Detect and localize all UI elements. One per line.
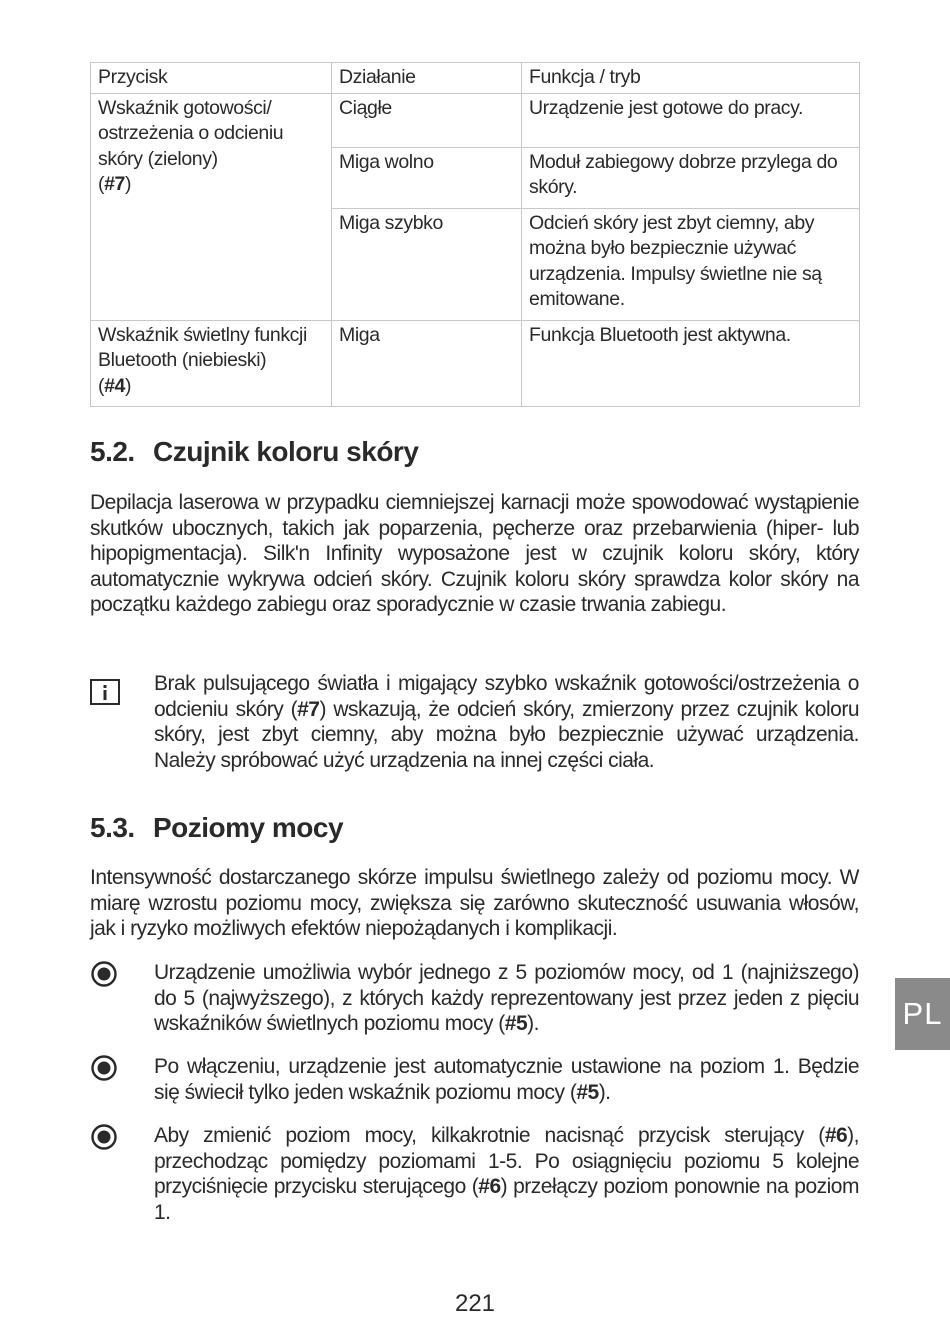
info-note: [90, 671, 859, 773]
list-item-text: Urządzenie umożliwia wybór jednego z 5 poziomów mocy, od 1 (najniższego) do 5 (najwyższego), z których każdy reprezentowany jest przez jeden z pięciu wskaźników świetlnych poziomu mocy (#5).: [154, 961, 859, 1035]
section-title: Poziomy mocy: [153, 812, 344, 843]
table-header-cell: Funkcja / tryb: [522, 63, 860, 94]
ref-bold: #6: [824, 1124, 848, 1147]
button-ref: #7: [104, 173, 125, 195]
section-number: 5.2.: [90, 436, 135, 467]
list-item: [90, 1123, 859, 1225]
table-cell-function: Odcień skóry jest zbyt ciemny, aby można było bezpiecznie używać urządzenia. Impulsy świetlne nie są emitowane.: [522, 208, 860, 320]
table-cell-action: Miga: [332, 320, 522, 407]
table-cell-button: Wskaźnik gotowości/ ostrzeżenia o odcieniu skóry (zielony) (#7): [91, 93, 332, 320]
info-note-text: Brak pulsującego światła i migający szybko wskaźnik gotowości/ostrzeżenia o odcieniu skóry (#7) wskazują, że odcień skóry, zmierzony przez czujnik koloru skóry, jest zbyt ciemny, aby można było bezpiecznie używać urządzenia. Należy spróbować użyć urządzenia na innej części ciała.: [154, 672, 860, 772]
section-title: Czujnik koloru skóry: [153, 436, 419, 467]
skin-sensor-paragraph: Depilacja laserowa w przypadku ciemniejszej karnacji może spowodować wystąpienie skutków ubocznych, takich jak poparzenia, pęcherze oraz przebarwienia (hiper- lub hipopigmentacja). Silk'n Infinity wyposażone jest w czujnik koloru skóry, który automatycznie wykrywa odcień skóry. Czujnik koloru skóry sprawdza kolor skóry na początku każdego zabiegu oraz sporadycznie w czasie trwania zabiegu.: [90, 491, 859, 616]
table-cell-function: Moduł zabiegowy dobrze przylega do skóry.: [522, 147, 860, 208]
table-cell-action: Ciągłe: [332, 93, 522, 147]
list-item: [90, 1054, 859, 1105]
button-label: Wskaźnik gotowości/ ostrzeżenia o odcieniu skóry (zielony): [98, 96, 284, 170]
section-heading-power-levels: [90, 812, 343, 844]
ref-bold: #5: [504, 1012, 528, 1035]
page-number: 221: [454, 1290, 496, 1317]
button-ref: #4: [104, 374, 125, 397]
table-cell-function: Urządzenie jest gotowe do pracy.: [522, 93, 860, 147]
section-heading-skin-sensor: [90, 436, 418, 468]
power-levels-paragraph: Intensywność dostarczanego skórze impulsu świetlnego zależy od poziomu mocy. W miarę wzrostu poziomu mocy, zwiększa się zarówno skuteczność usuwania włosów, jak i ryzyko możliwych efektów niepożądanych i komplikacji.: [90, 866, 859, 940]
ref-bold: #7: [297, 697, 320, 721]
radio-bullet-icon: [90, 960, 118, 988]
table-cell-button: Wskaźnik świetlny funkcji Bluetooth (niebieski) (#4): [91, 320, 332, 407]
table-row: [91, 93, 860, 147]
indicator-table: [90, 62, 860, 407]
table-cell-function: Funkcja Bluetooth jest aktywna.: [522, 320, 860, 407]
section-number: 5.3.: [90, 812, 135, 843]
info-icon: [90, 679, 120, 705]
list-item-text: Po włączeniu, urządzenie jest automatycznie ustawione na poziom 1. Będzie się świecił tylko jeden wskaźnik poziomu mocy (#5).: [154, 1055, 859, 1104]
table-header-row: [91, 63, 860, 94]
ref-bold: #6: [478, 1175, 501, 1198]
radio-bullet-icon: [90, 1123, 118, 1151]
language-tab: PL: [895, 978, 950, 1050]
radio-bullet-icon: [90, 1054, 118, 1082]
button-label: Wskaźnik świetlny funkcji Bluetooth (niebieski): [98, 323, 307, 371]
table-cell-action: Miga szybko: [332, 208, 522, 320]
ref-bold: #5: [576, 1080, 599, 1104]
table-cell-action: Miga wolno: [332, 147, 522, 208]
table-header-cell: Przycisk: [91, 63, 332, 94]
table-header-cell: Działanie: [332, 63, 522, 94]
list-item-text: Aby zmienić poziom mocy, kilkakrotnie nacisnąć przycisk sterujący (#6), przechodząc pomiędzy poziomami 1-5. Po osiągnięciu poziomu 5 kolejne przyciśnięcie przycisku sterującego (#6) przełączy poziom ponownie na poziom 1.: [154, 1124, 859, 1224]
table-row: [91, 320, 860, 407]
list-item: [90, 960, 859, 1037]
